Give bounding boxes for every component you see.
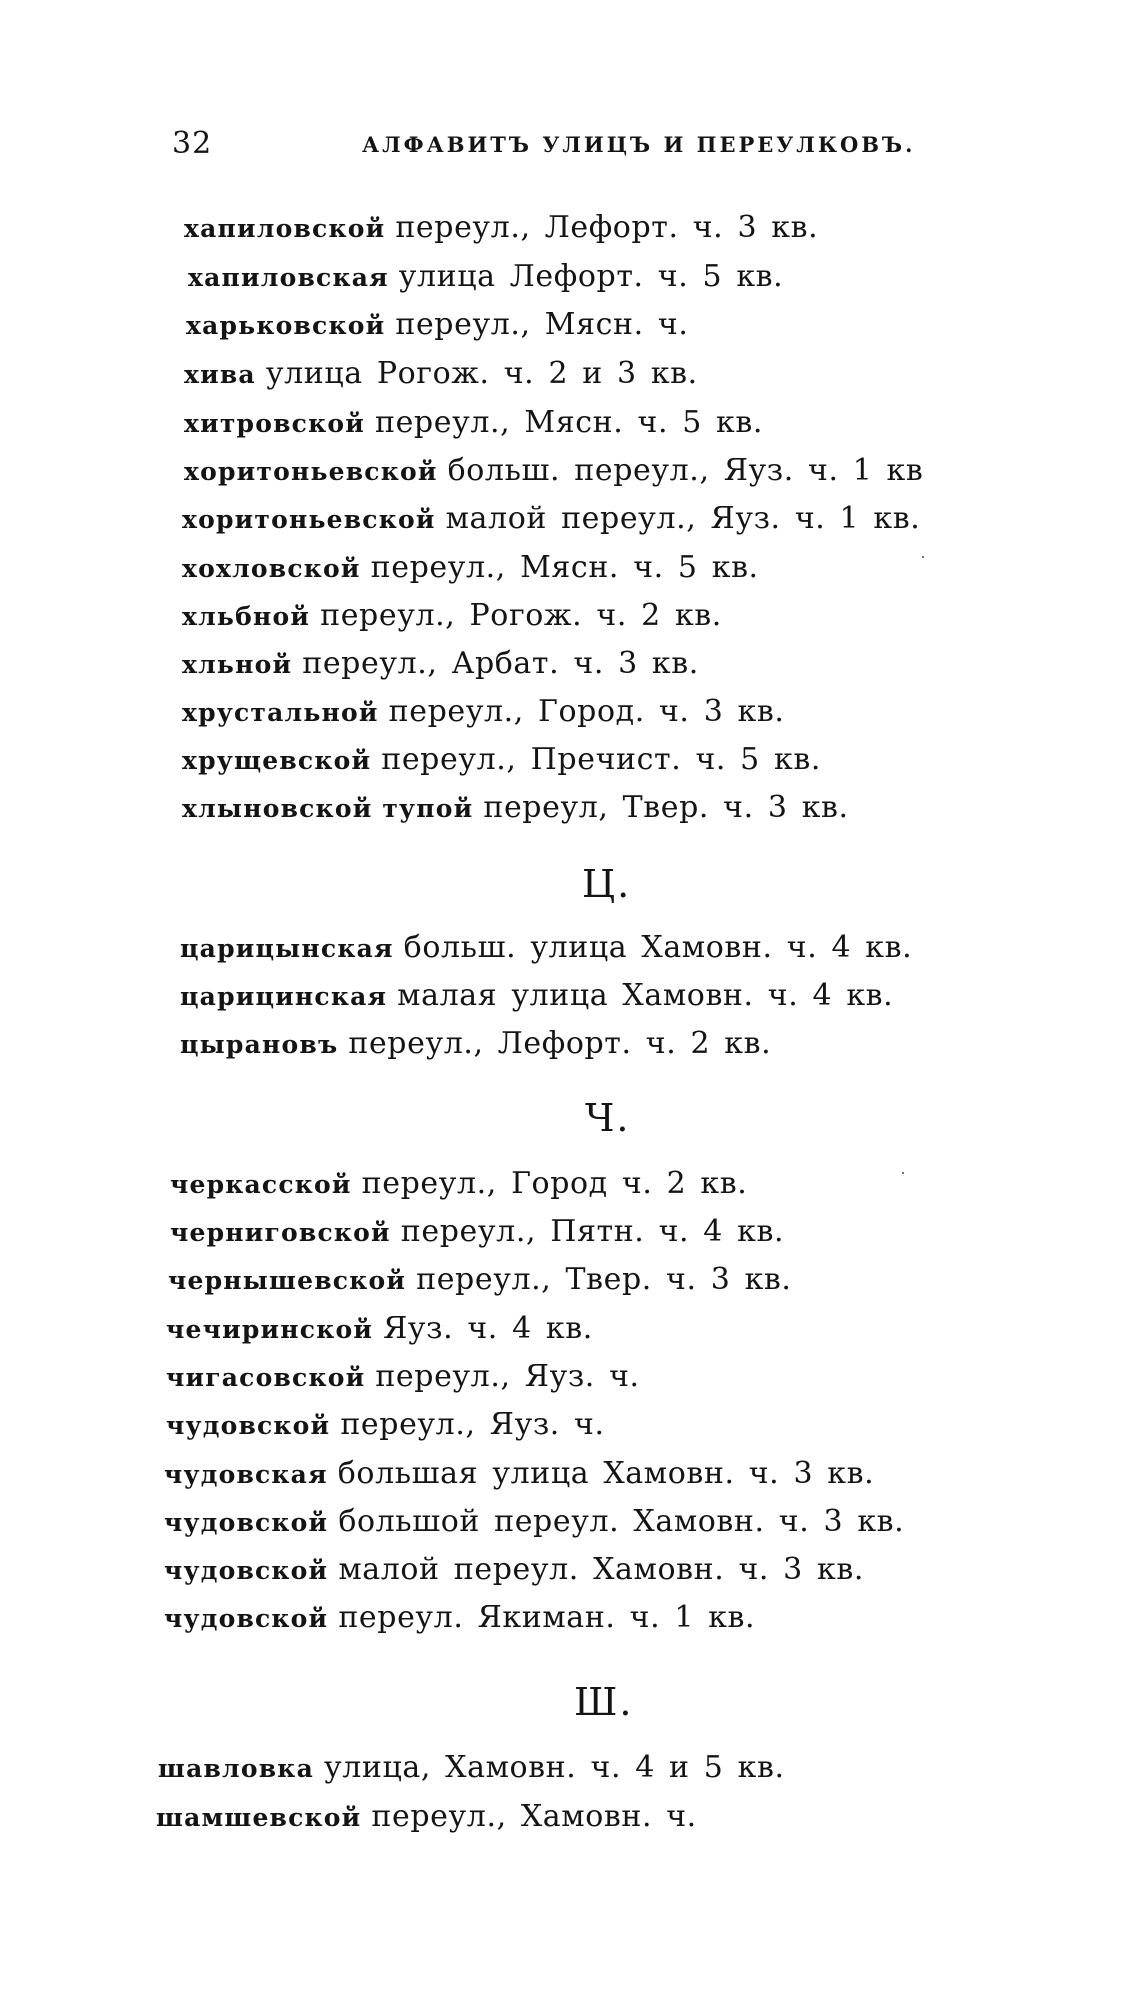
street-details: переул., Яуз. ч. [340,1407,605,1442]
street-details: переул., Пятн. ч. 4 кв. [400,1214,785,1249]
section-letter: Ш. [574,1680,634,1724]
street-name: чернышевской [168,1266,407,1295]
street-name: чудовской [166,1411,331,1440]
street-details: переул., Мясн. ч. [395,307,689,342]
street-details: больш. улица Хамовн. ч. 4 кв. [403,930,913,965]
street-name: черниговской [170,1218,391,1247]
ink-speck [902,1172,904,1174]
list-item [184,208,818,249]
list-item [182,740,821,781]
street-name: хапиловская [188,263,389,292]
list-item [164,1502,904,1543]
street-details: переул, Твер. ч. 3 кв. [483,790,849,825]
list-item [182,788,849,829]
street-name: цырановъ [180,1030,339,1059]
street-name: царицинская [180,982,388,1011]
street-details: большой переул. Хамовн. ч. 3 кв. [338,1504,905,1539]
list-item [184,451,923,492]
list-item [188,257,783,298]
street-name: хрущевской [182,746,372,775]
street-name: шавловка [158,1754,314,1783]
street-details: больш. переул., Яуз. ч. 1 кв [447,453,924,488]
street-details: переул., Город ч. 2 кв. [361,1166,748,1201]
list-item [182,596,722,637]
street-name: чудовской [164,1508,329,1537]
street-details: переул., Город. ч. 3 кв. [388,694,785,729]
street-details: переул., Рогож. ч. 2 кв. [320,598,722,633]
street-name: царицынская [180,934,394,963]
street-details: улица Лефорт. ч. 5 кв. [398,259,784,294]
list-item [164,1454,874,1495]
list-item [166,1357,640,1398]
list-item [184,403,763,444]
street-details: переул., Мясн. ч. 5 кв. [374,405,764,440]
list-item [182,548,759,589]
list-item [168,1260,792,1301]
street-details: улица, Хамовн. ч. 4 и 5 кв. [323,1750,785,1785]
street-name: чудовской [164,1556,329,1585]
street-name: чудовская [164,1460,328,1489]
page-header [172,126,916,166]
street-details: переул., Мясн. ч. 5 кв. [370,550,759,585]
list-item [170,1212,784,1253]
list-item [166,1309,593,1350]
street-name: хльбной [182,602,311,631]
list-item [186,305,688,346]
street-details: малой переул. Хамовн. ч. 3 кв. [338,1552,864,1587]
running-title: АЛФАВИТЪ УЛИЦЪ И ПЕРЕУЛКОВЪ. [362,132,916,157]
street-name: хоритоньевской [184,457,438,486]
street-details: переул., Хамовн. ч. [371,1799,697,1834]
section-letter: Ц. [582,862,632,906]
street-name: хитровской [184,409,365,438]
street-details: переул. Якиман. ч. 1 кв. [338,1600,756,1635]
ink-speck [922,556,924,558]
street-name: чечиринской [166,1315,374,1344]
list-item [166,1405,605,1446]
list-item [182,644,699,685]
street-details: Яуз. ч. 4 кв. [383,1311,593,1346]
street-name: хлыновской тупой [182,794,474,823]
street-details: улица Рогож. ч. 2 и 3 кв. [265,356,698,391]
street-name: чигасовской [166,1363,366,1392]
list-item [156,1797,697,1838]
street-details: переул., Лефорт. ч. 2 кв. [348,1026,772,1061]
street-details: переул., Лефорт. ч. 3 кв. [395,210,819,245]
street-name: харьковской [186,311,386,340]
street-name: хльной [182,650,293,679]
list-item [184,354,698,395]
street-details: малая улица Хамовн. ч. 4 кв. [397,978,894,1013]
street-details: переул., Пречист. ч. 5 кв. [381,742,821,777]
street-name: хива [184,360,256,389]
list-item [182,499,920,540]
list-item [164,1598,755,1639]
street-name: хапиловской [184,214,386,243]
list-item [158,1748,785,1789]
section-letter: Ч. [585,1096,631,1140]
street-name: черкасской [170,1170,352,1199]
list-item [180,976,893,1017]
list-item [180,928,912,969]
street-details: большая улица Хамовн. ч. 3 кв. [337,1456,875,1491]
street-details: малой переул., Яуз. ч. 1 кв. [445,501,921,536]
list-item [182,692,785,733]
street-name: хоритоньевской [182,505,436,534]
street-name: чудовской [164,1604,329,1633]
street-name: шамшевской [156,1803,362,1832]
page-number: 32 [172,126,213,161]
street-details: переул., Яуз. ч. [375,1359,640,1394]
street-name: хрустальной [182,698,379,727]
street-name: хохловской [182,554,361,583]
street-details: переул., Арбат. ч. 3 кв. [302,646,699,681]
list-item [164,1550,864,1591]
list-item [180,1024,771,1065]
street-details: переул., Твер. ч. 3 кв. [416,1262,792,1297]
list-item [170,1164,747,1205]
